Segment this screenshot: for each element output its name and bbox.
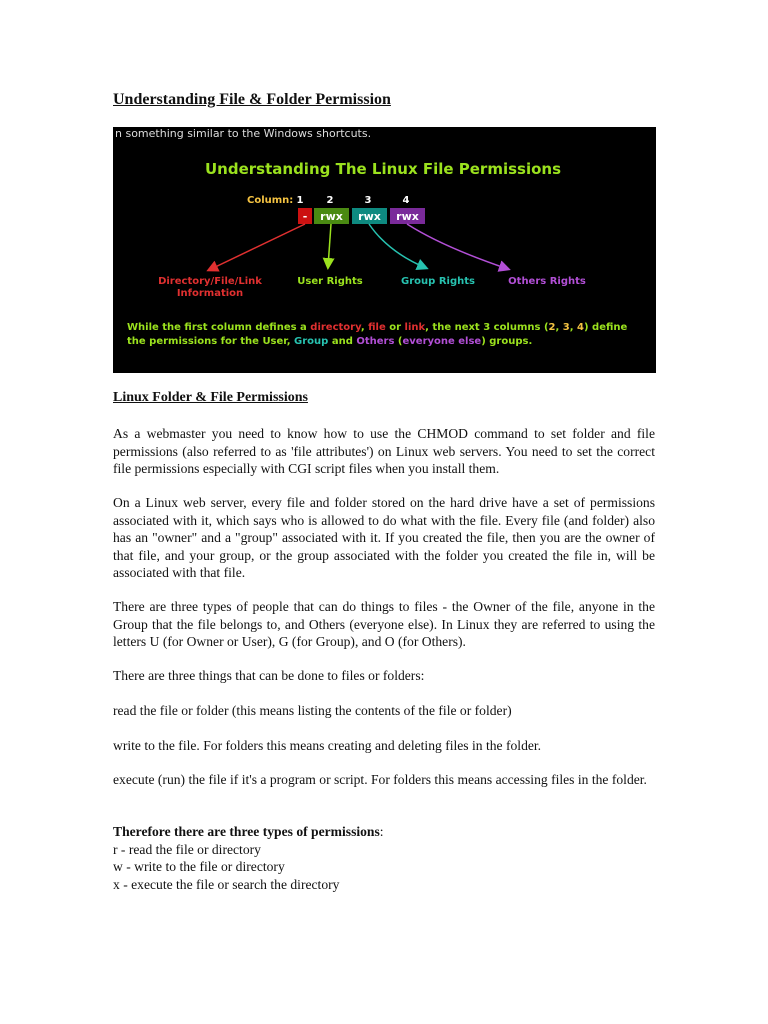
- paragraph-three-types: There are three types of people that can do things to files - the Owner of the file, anyone in the Group that the file belongs to, and Others (everyone else). In Linux they are referred to using the letters U (for Owner or User), G (for Group), and O (for Others).: [113, 599, 655, 649]
- permissions-diagram-svg: [113, 127, 656, 373]
- paragraph-chmod: As a webmaster you need to know how to use the CHMOD command to set folder and file permissions (also referred to as 'file attributes') on Linux web servers. You need to set the correct file permissions especially with CGI script files when you install them.: [113, 426, 655, 476]
- arrow-user: [328, 224, 331, 267]
- paragraph-three-things: There are three things that can be done to files or folders:: [113, 668, 425, 683]
- label-others-rights: Others Rights: [508, 276, 586, 287]
- permission-item-execute: x - execute the file or search the directory: [113, 876, 340, 892]
- permission-item-read: r - read the file or directory: [113, 841, 261, 857]
- label-group-rights: Group Rights: [401, 276, 475, 287]
- paragraph-owner-group: On a Linux web server, every file and folder stored on the hard drive have a set of permissions associated with it, which says who is allowed to do what with the file. Every file (and folder) also has an "owner" and a "group" associated with it. If you created the file, then you are the owner of that file, and your group, or the group associated with the folder you created the file in, will be associated with that file.: [113, 495, 655, 580]
- column-label: Column:: [247, 195, 294, 206]
- label-directory-line2: Information: [176, 288, 244, 299]
- box-others-text: rwx: [396, 210, 419, 223]
- figure-heading: Understanding The Linux File Permissions: [205, 160, 562, 178]
- box-group-text: rwx: [358, 210, 381, 223]
- column-number-3: 3: [364, 195, 372, 206]
- document-title: Understanding File & Folder Permission: [113, 91, 391, 108]
- paragraph-read: read the file or folder (this means listing the contents of the file or folder): [113, 703, 512, 718]
- box-user-text: rwx: [320, 210, 343, 223]
- box-type-text: -: [302, 210, 308, 223]
- arrow-others: [407, 224, 508, 269]
- paragraph-write: write to the file. For folders this means creating and deleting files in the folder.: [113, 738, 542, 753]
- arrow-type: [209, 224, 305, 270]
- column-number-2: 2: [326, 195, 334, 206]
- permissions-list: [113, 823, 655, 893]
- label-directory-line1: Directory/File/Link: [158, 276, 262, 287]
- caption-line-2: the permissions for the User, Group and Others (everyone else) groups.: [127, 336, 533, 347]
- column-number-4: 4: [402, 195, 410, 206]
- permissions-diagram: [113, 127, 656, 373]
- permission-item-write: w - write to the file or directory: [113, 859, 285, 874]
- section-heading: Linux Folder & File Permissions: [113, 390, 308, 405]
- paragraph-execute: execute (run) the file if it's a program or script. For folders this means accessing files in the folder.: [113, 772, 647, 787]
- permissions-lead: Therefore there are three types of permissions:: [113, 824, 384, 839]
- caption-line-1: While the first column defines a directory, file or link, the next 3 columns (2, 3, 4) define: [127, 322, 628, 333]
- label-user-rights: User Rights: [297, 276, 363, 287]
- column-number-1: 1: [296, 195, 304, 206]
- figure-cut-text: n something similar to the Windows shortcuts.: [115, 127, 372, 140]
